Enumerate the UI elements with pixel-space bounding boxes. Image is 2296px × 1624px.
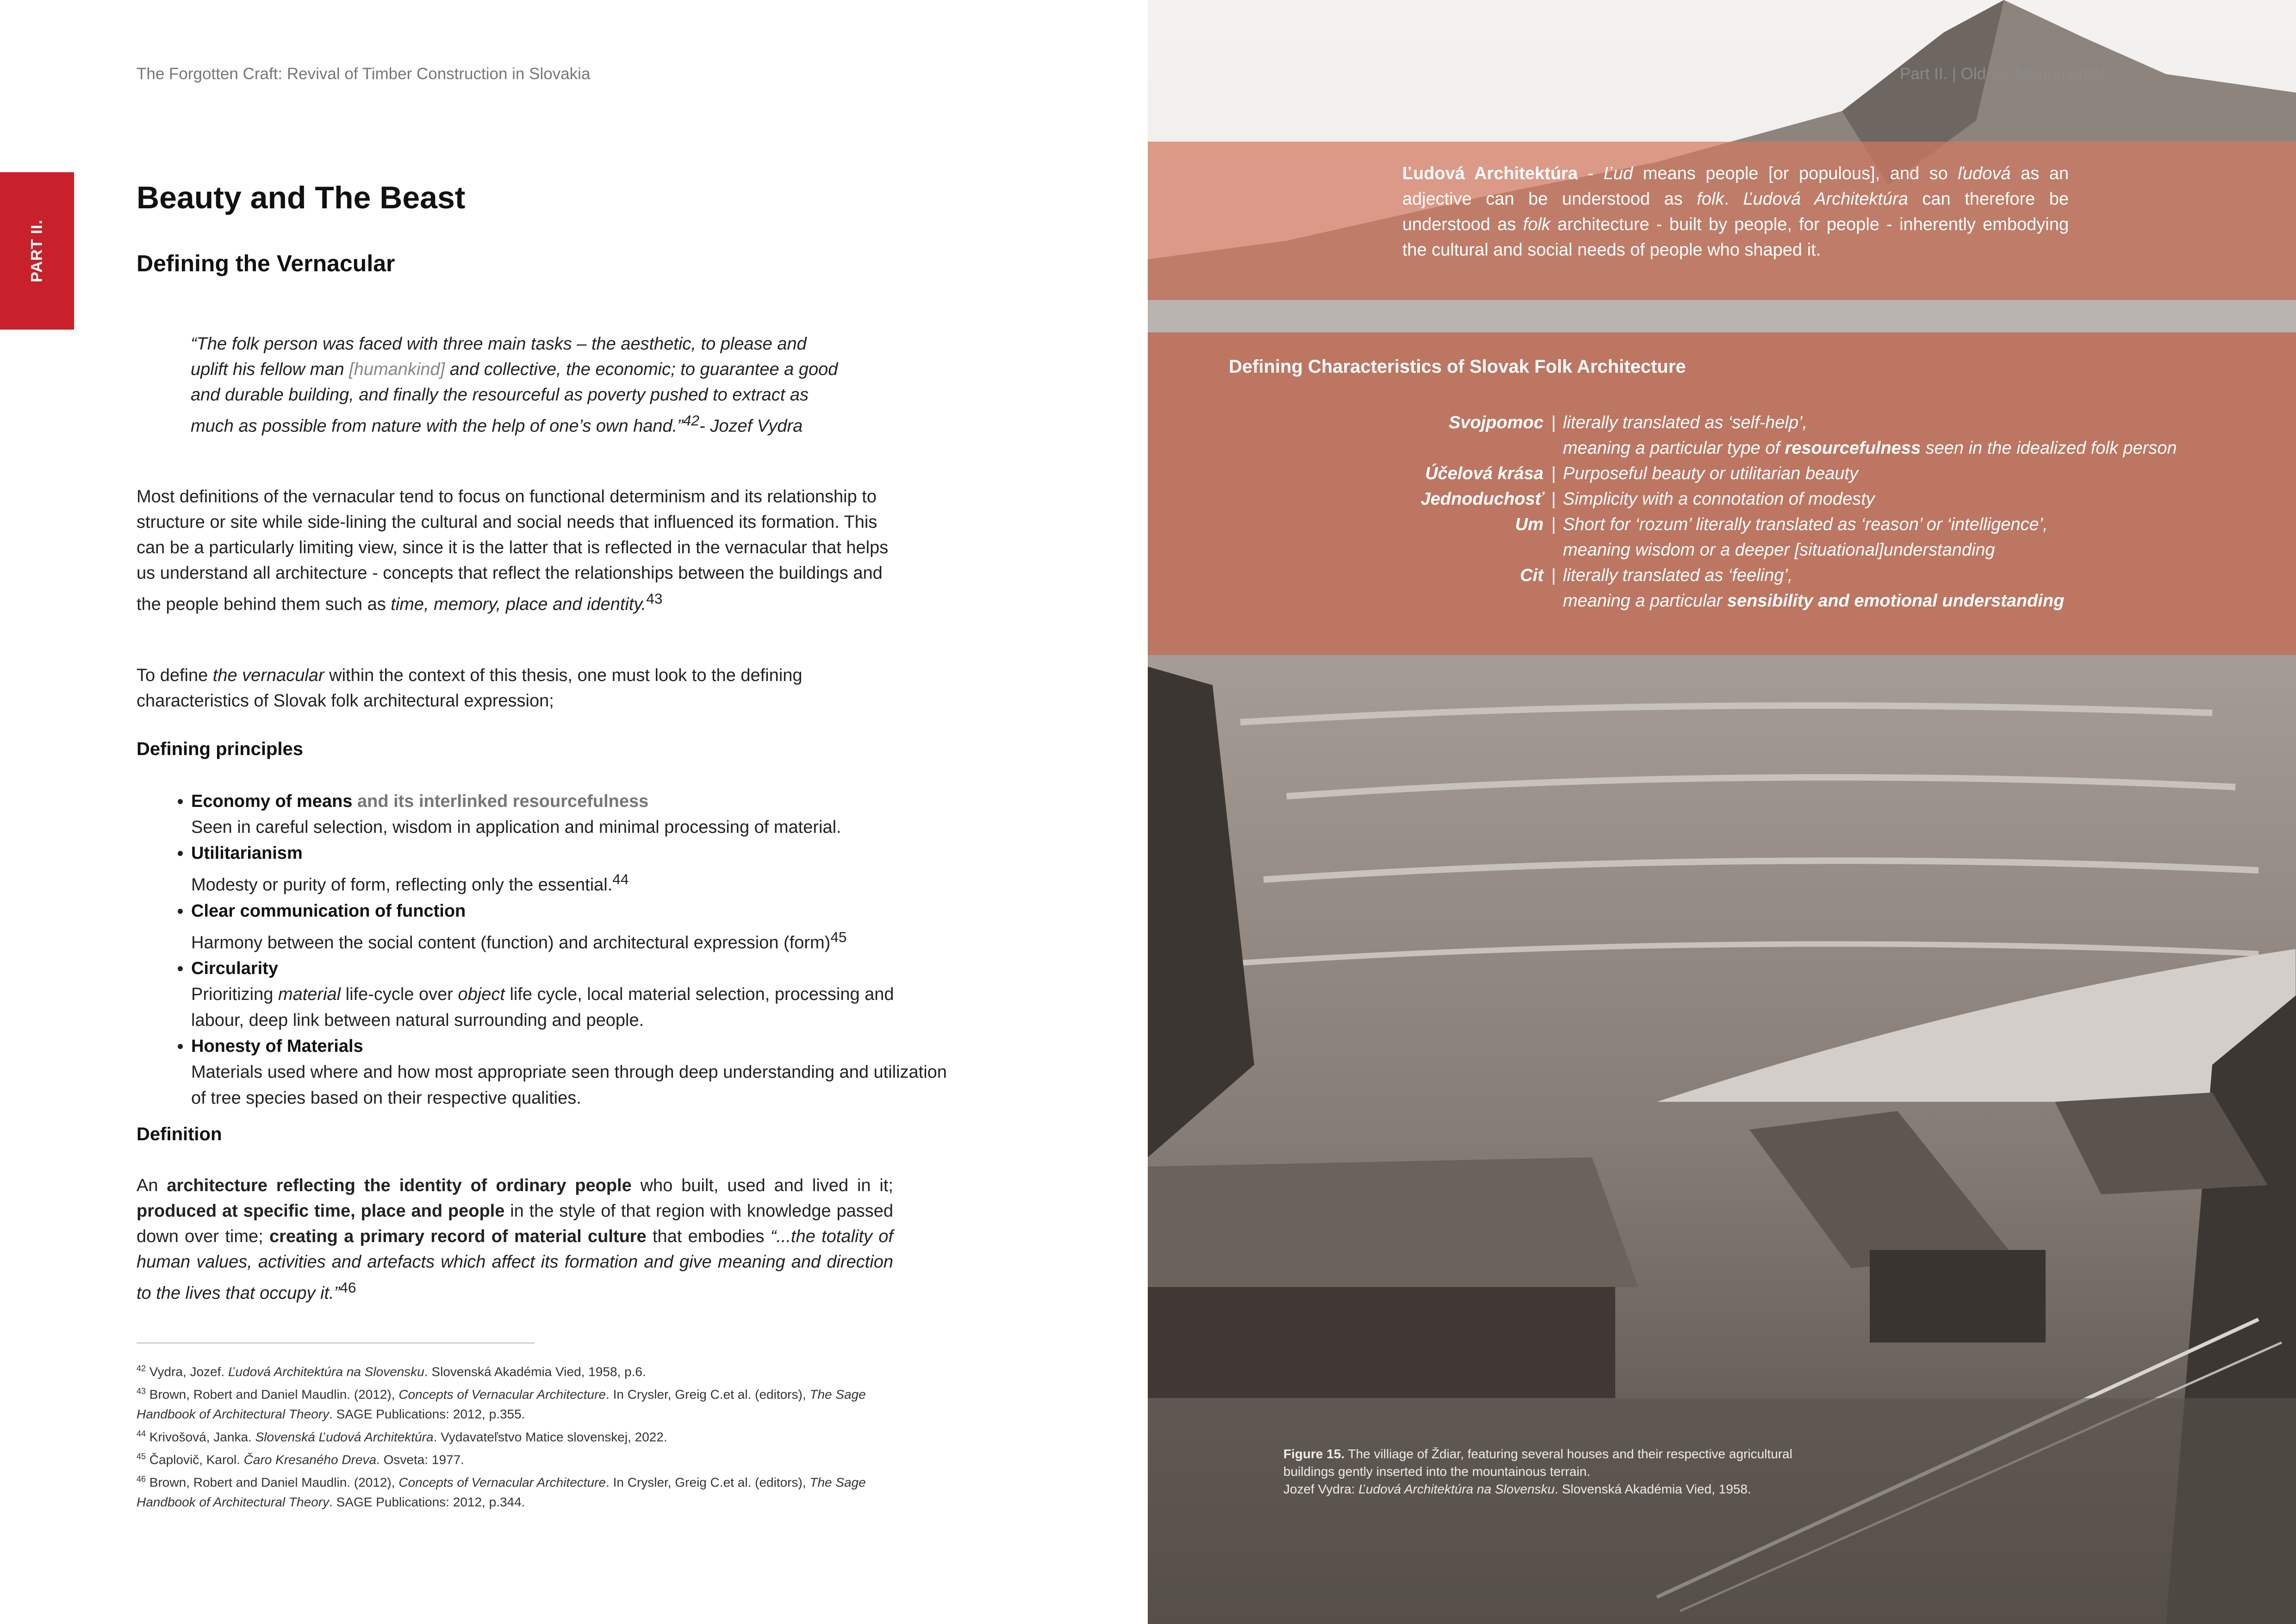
pasture (1148, 1398, 2296, 1624)
footnote-text: Vydra, Jozef. (146, 1364, 228, 1379)
paragraph-2 (137, 663, 893, 714)
footnote-text: . Vydavateľstvo Matice slovenskej, 2022. (433, 1429, 667, 1444)
characteristic-desc: literally translated as ‘feeling’, (1563, 566, 1793, 585)
definition-text: who built, used and lived in it; (631, 1176, 893, 1195)
item-title: Utilitarianism (191, 843, 303, 863)
definition-text: . (1724, 189, 1743, 209)
footnote-text: . In Crysler, Greig C.et al. (editors), (606, 1387, 810, 1402)
definition-italic: folk (1697, 189, 1724, 209)
caption-label: Figure 15. (1283, 1447, 1345, 1461)
characteristic-desc: Simplicity with a connotation of modesty (1563, 489, 1875, 509)
definition-paragraph (137, 1173, 893, 1306)
characteristic-desc (1563, 436, 2177, 461)
footnote (137, 1381, 886, 1424)
opening-quote (191, 331, 843, 439)
characteristic-desc: meaning wisdom or a deeper [situational]understanding (1563, 540, 1995, 560)
footnote (137, 1424, 886, 1447)
desc-text: seen in the idealized folk person (1921, 438, 2177, 458)
footnote-italic: Concepts of Vernacular Architecture (398, 1387, 606, 1402)
desc-text: meaning a particular (1563, 591, 1727, 611)
list-item (191, 840, 950, 898)
separator: | (1551, 464, 1556, 483)
footnote-text: . Osveta: 1977. (376, 1452, 464, 1467)
characteristic-desc: Purposeful beauty or utilitarian beauty (1563, 464, 1858, 483)
paragraph-text: To define (137, 666, 213, 685)
definition-text: means people [or populous], and so (1633, 164, 1958, 183)
definition-text: can therefore be understood as (1402, 189, 2069, 234)
definition-text: as an adjective can be understood as (1402, 164, 2069, 209)
house-wall (1870, 1250, 2046, 1343)
item-desc: life-cycle over (341, 985, 458, 1005)
item-desc: Seen in careful selection, wisdom in application and minimal processing of material. (191, 818, 841, 837)
running-header: Part II. | Old vs. Monumental (1900, 65, 2105, 83)
footnote-number: 44 (137, 1429, 146, 1438)
separator: | (1551, 515, 1556, 534)
characteristic-term: Svojpomoc (1449, 413, 1543, 432)
page-title: Beauty and The Beast (137, 180, 466, 215)
ludova-definition (1402, 161, 2069, 263)
footnote-ref: 43 (646, 590, 663, 607)
footnote-ref: 42 (683, 412, 700, 429)
characteristic-row (1240, 537, 2259, 563)
item-desc: Modesty or purity of form, reflecting only the essential. (191, 875, 613, 895)
characteristic-row (1240, 436, 2259, 461)
part-tab (0, 172, 74, 330)
definition-text: that embodies (646, 1227, 771, 1246)
footnote (137, 1447, 886, 1469)
caption-text: Jozef Vydra: (1283, 1482, 1359, 1496)
characteristic-row (1240, 512, 2259, 537)
part-tab-label: PART II. (28, 219, 46, 282)
footnote (137, 1359, 886, 1381)
footnote-text: Brown, Robert and Daniel Maudlin. (2012), (146, 1475, 399, 1490)
principles-heading: Defining principles (137, 739, 304, 759)
footnote-text: . Slovenská Akadémia Vied, 1958, p.6. (424, 1364, 646, 1379)
characteristic-row (1240, 487, 2259, 512)
item-title: Circularity (191, 959, 278, 979)
paragraph-1 (137, 484, 893, 618)
right-page (1148, 0, 2296, 1624)
quote-part: “The folk person was faced with three main tasks – the aesthetic, to please and uplift his fellow man (191, 334, 807, 379)
footnote-text: Krivošová, Janka. (146, 1429, 255, 1444)
characteristic-row (1240, 410, 2259, 436)
footnote-ref: 44 (612, 871, 629, 887)
separator: | (1551, 566, 1556, 585)
running-title: The Forgotten Craft: Revival of Timber Construction in Slovakia (137, 65, 591, 83)
footnote-number: 46 (137, 1474, 146, 1484)
definition-term: Ľudová Architektúra (1402, 164, 1578, 183)
caption-text: . Slovenská Akadémia Vied, 1958. (1555, 1482, 1751, 1496)
principles-list (137, 788, 950, 1111)
characteristic-row (1240, 461, 2259, 487)
footnote-text: . SAGE Publications: 2012, p.355. (329, 1406, 525, 1421)
definition-italic: folk (1523, 215, 1550, 234)
desc-text: meaning a particular type of (1563, 438, 1785, 458)
definition-bold: creating a primary record of material culture (269, 1227, 647, 1246)
definition-italic: ľudová (1958, 164, 2011, 183)
definition-bold: produced at specific time, place and people (137, 1201, 505, 1221)
footnote-text: . SAGE Publications: 2012, p.344. (329, 1494, 525, 1509)
footnote-number: 43 (137, 1387, 146, 1396)
item-desc: Materials used where and how most appropriate seen through deep understanding and utilization of tree species based on their respective qualities. (191, 1062, 947, 1108)
characteristics-title: Defining Characteristics of Slovak Folk Architecture (1229, 356, 1686, 377)
footnote (137, 1469, 886, 1512)
characteristic-term: Účelová krása (1425, 464, 1543, 483)
characteristics-list (1240, 410, 2259, 614)
page-subtitle: Defining the Vernacular (137, 250, 395, 276)
house-roof (1148, 1157, 1638, 1296)
definition-italic: Ľudová Architektúra (1743, 189, 1908, 209)
footnote-italic: The Sage Handbook of Architectural Theory (137, 1387, 866, 1421)
definition-text: An (137, 1176, 167, 1195)
paragraph-italic: the vernacular (212, 666, 324, 685)
footnote-number: 42 (137, 1364, 146, 1373)
item-subtitle: and its interlinked resourcefulness (352, 792, 649, 811)
paragraph-text: within the context of this thesis, one must look to the defining characteristics of Slovak folk architectural expression; (137, 666, 803, 711)
item-italic: material (278, 985, 341, 1005)
definition-italic: “...the totality of human values, activities and artefacts which affect its formation and give meaning and direction to the lives that occupy it.” (137, 1227, 893, 1303)
gap-band (1148, 300, 2296, 332)
item-desc: Harmony between the social content (function) and architectural expression (form) (191, 933, 831, 953)
footnote-number: 45 (137, 1451, 146, 1461)
item-title: Honesty of Materials (191, 1037, 363, 1056)
list-item (191, 788, 950, 840)
definition-heading: Definition (137, 1124, 222, 1144)
list-item (191, 956, 950, 1033)
footnote-italic: The Sage Handbook of Architectural Theory (137, 1475, 866, 1509)
characteristic-desc (1563, 588, 2064, 614)
footnote-text: Čaplovič, Karol. (146, 1452, 244, 1467)
footnote-text: Brown, Robert and Daniel Maudlin. (2012), (146, 1387, 399, 1402)
desc-bold: resourcefulness (1785, 438, 1921, 458)
item-desc: Prioritizing (191, 985, 278, 1005)
quote-author: - Jozef Vydra (699, 416, 803, 436)
paragraph-italic: time, memory, place and identity. (391, 594, 647, 614)
list-item (191, 898, 950, 956)
definition-italic: Ľud (1603, 164, 1633, 183)
separator: | (1551, 413, 1556, 432)
caption-italic: Ľudová Architektúra na Slovensku (1358, 1482, 1555, 1496)
item-title: Clear communication of function (191, 901, 466, 921)
definition-text: - (1578, 164, 1604, 183)
characteristic-desc: literally translated as ‘self-help’, (1563, 413, 1808, 432)
footnote-italic: Ľudová Architektúra na Slovensku (228, 1364, 424, 1379)
separator: | (1551, 489, 1556, 509)
figure-caption (1283, 1445, 1829, 1498)
characteristic-term: Cit (1520, 566, 1543, 585)
definition-bold: architecture reflecting the identity of ordinary people (167, 1176, 632, 1195)
desc-bold: sensibility and emotional understanding (1727, 591, 2065, 611)
footnote-italic: Čaro Kresaného Dreva (243, 1452, 377, 1467)
characteristic-row (1240, 588, 2259, 614)
characteristic-term: Jednoduchosť (1420, 489, 1543, 509)
definition-text: in the style of that region with knowledge passed down over time; (137, 1201, 893, 1246)
definition-text: architecture - built by people, for people - inherently embodying the cultural and social needs of people who shaped it. (1402, 215, 2069, 260)
footnote-italic: Concepts of Vernacular Architecture (398, 1475, 606, 1490)
characteristic-term: Um (1515, 515, 1543, 534)
footnote-ref: 46 (340, 1279, 356, 1296)
item-italic: object (458, 985, 505, 1005)
list-item (191, 1033, 950, 1111)
characteristic-desc: Short for ‘rozum’ literally translated as ‘reason’ or ‘intelligence’, (1563, 515, 2048, 534)
characteristic-row (1240, 563, 2259, 588)
house-wall (1148, 1287, 1615, 1398)
footnote-ref: 45 (830, 928, 847, 945)
quote-bracket: [humankind] (349, 360, 445, 379)
item-desc: life cycle, local material selection, processing and labour, deep link between natural surrounding and people. (191, 985, 894, 1031)
footnote-italic: Slovenská Ľudová Architektúra (255, 1429, 434, 1444)
item-title: Economy of means (191, 792, 353, 811)
quote-part: and collective, the economic; to guarantee a good and durable building, and finally the resourceful as poverty pushed to extract as much as possible from nature with the help of one’s own hand.” (191, 360, 838, 436)
caption-text: The villiage of Ždiar, featuring several houses and their respective agricultural buildings gently inserted into the mountainous terrain. (1283, 1447, 1792, 1479)
paragraph-text: Most definitions of the vernacular tend to focus on functional determinism and its relationship to structure or site while side-lining the cultural and social needs that influenced its formation. This can be a particularly limiting view, since it is the latter that is reflected in the vernacular that helps us understand all architecture - concepts that reflect the relationships between the buildings and the people behind them such as (137, 487, 889, 614)
footnote-text: . In Crysler, Greig C.et al. (editors), (606, 1475, 810, 1490)
footnotes (137, 1359, 886, 1512)
